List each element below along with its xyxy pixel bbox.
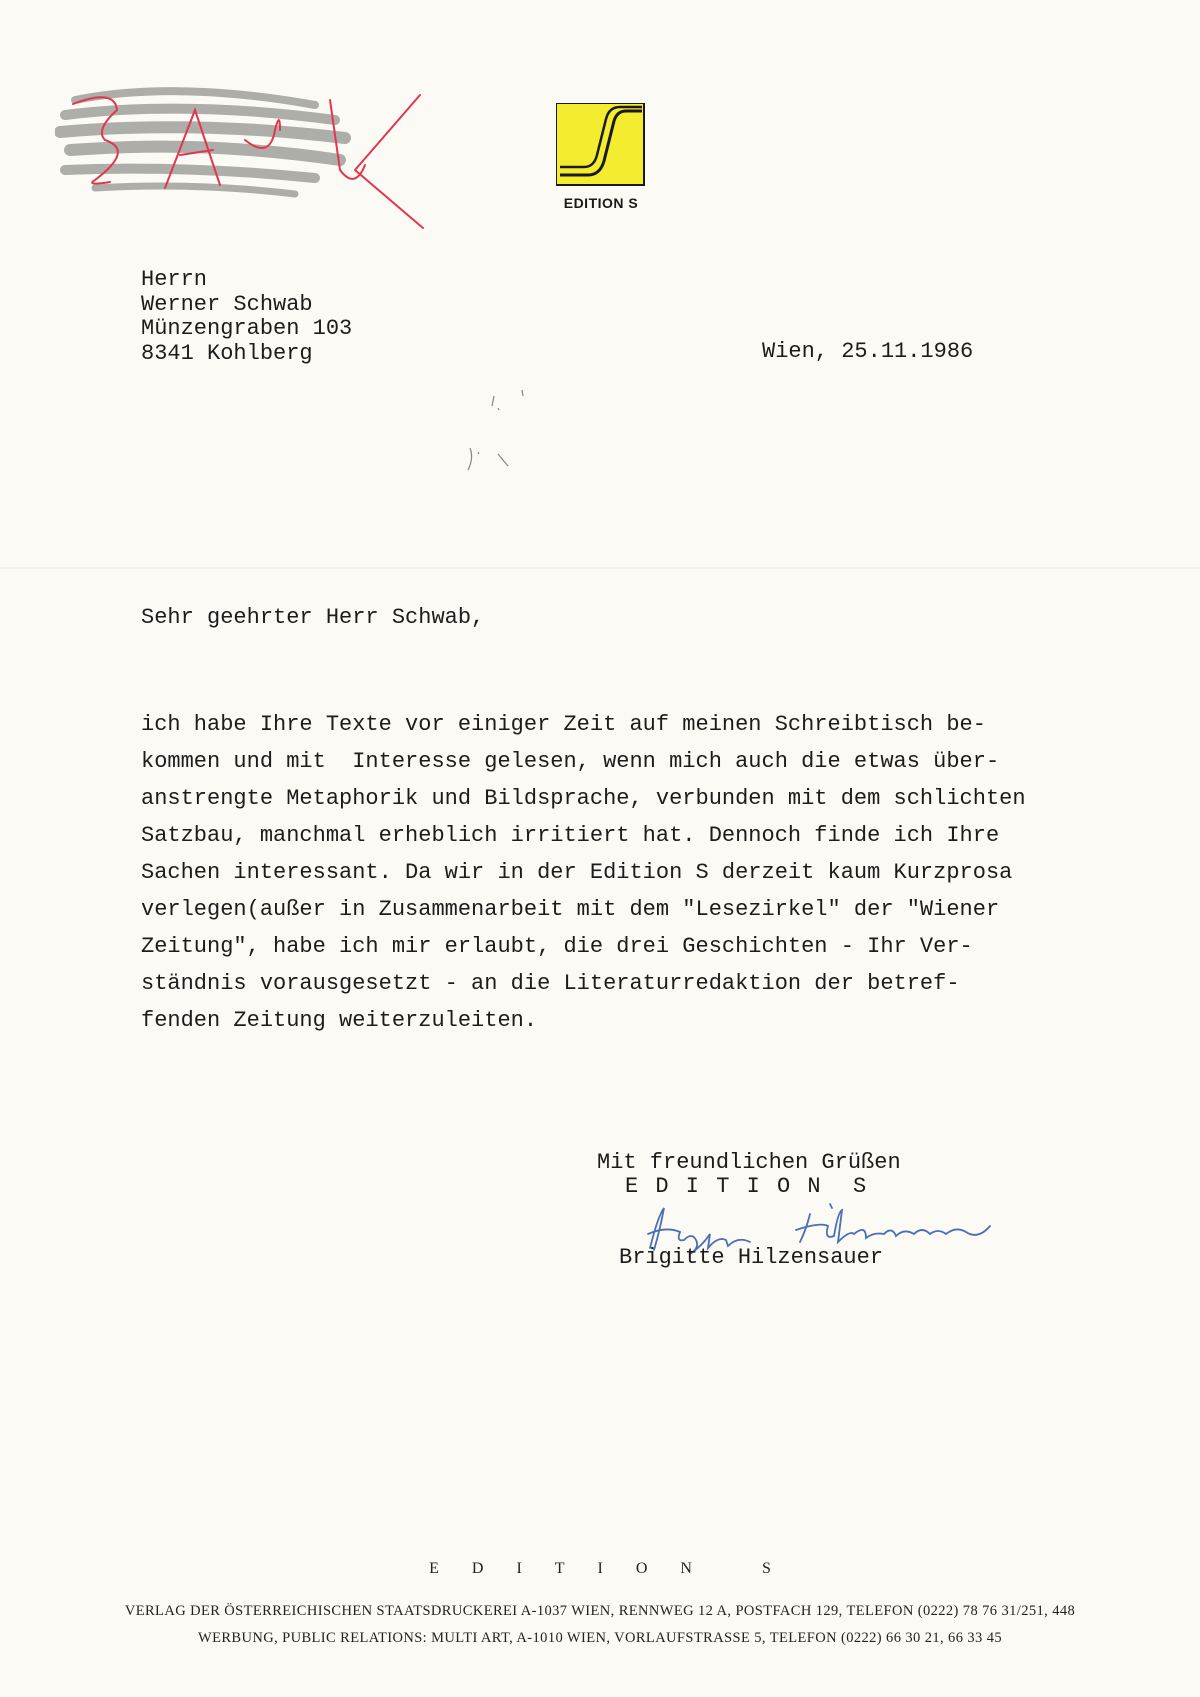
letterhead-footer <box>0 1560 1200 1652</box>
body-line: fenden Zeitung weiterzuleiten. <box>141 1008 538 1033</box>
body-line: Satzbau, manchmal erheblich irritiert hat. Dennoch finde ich Ihre <box>141 823 1000 848</box>
pencil-marks <box>450 380 530 480</box>
footer-pr-line: WERBUNG, PUBLIC RELATIONS: MULTI ART, A-1010 WIEN, VORLAUFSTRASSE 5, TELEFON (0222) 66 30 21, 66 33 45 <box>197 1630 1003 1646</box>
closing-greeting: Mit freundlichen Grüßen <box>597 1150 901 1175</box>
address-line: 8341 Kohlberg <box>141 340 313 366</box>
crayon-scribble <box>55 70 435 230</box>
letter-body <box>141 706 1026 1039</box>
edition-s-logo-icon <box>556 103 646 188</box>
address-line: Herrn <box>141 267 208 292</box>
recipient-address <box>141 268 352 366</box>
logo-brand-text: EDITION S <box>563 195 639 211</box>
closing-block <box>597 1151 901 1199</box>
body-line: Zeitung", habe ich mir erlaubt, die drei Geschichten - Ihr Ver- <box>141 934 973 959</box>
edition-s-logo <box>556 103 646 211</box>
signer-name: Brigitte Hilzensauer <box>619 1245 884 1270</box>
body-line: Sachen interessant. Da wir in der Edition S derzeit kaum Kurzprosa <box>141 860 1013 885</box>
address-line: Münzengraben 103 <box>141 316 353 341</box>
body-line: anstrengte Metaphorik und Bildsprache, verbunden mit dem schlichten <box>141 786 1026 811</box>
body-line: ich habe Ihre Texte vor einiger Zeit auf meinen Schreibtisch be- <box>141 712 986 737</box>
body-line: verlegen(außer in Zusammenarbeit mit dem "Lesezirkel" der "Wiener <box>141 897 1000 922</box>
address-line: Werner Schwab <box>141 291 313 317</box>
body-line: kommen und mit Interesse gelesen, wenn mich auch die etwas über- <box>141 749 1000 774</box>
closing-firm: E D I T I O N S <box>625 1174 869 1199</box>
salutation: Sehr geehrter Herr Schwab, <box>141 605 485 630</box>
date-line: Wien, 25.11.1986 <box>762 339 974 364</box>
footer-brand: EDITION S <box>429 1560 804 1577</box>
footer-publisher-line: VERLAG DER ÖSTERREICHISCHEN STAATSDRUCKEREI A-1037 WIEN, RENNWEG 12 A, POSTFACH 129, TELEFON (0222) 78 76 31/251, 448 <box>124 1603 1076 1619</box>
paper-fold <box>0 567 1200 569</box>
body-line: ständnis vorausgesetzt - an die Literaturredaktion der betref- <box>141 971 960 996</box>
